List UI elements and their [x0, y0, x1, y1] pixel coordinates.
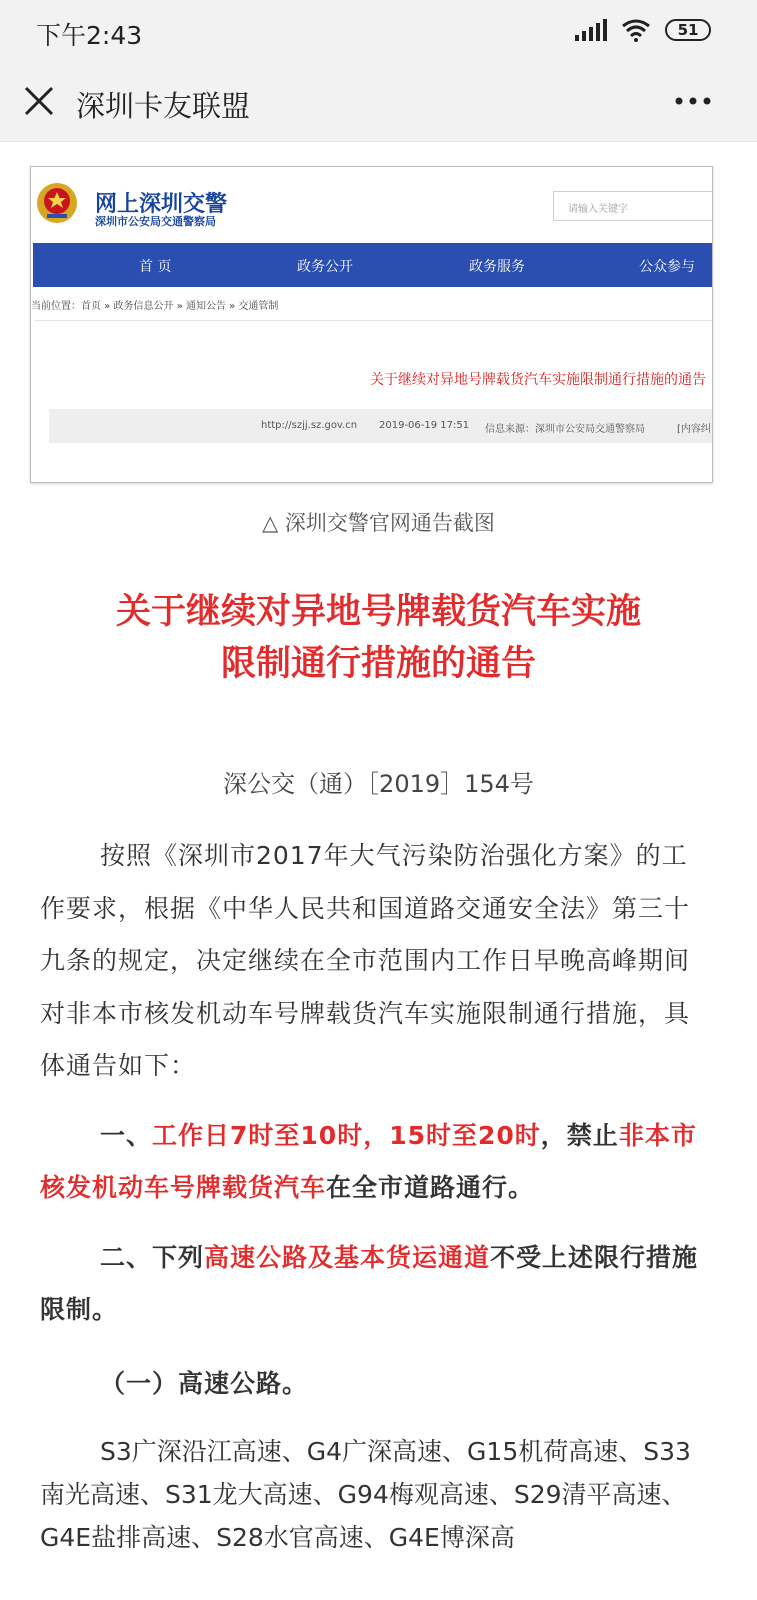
website-menu-item: 政务服务	[469, 259, 525, 275]
highway-list-text: S3广深沿江高速、G4广深高速、G15机荷高速、S33南光高速、S31龙大高速、G94梅观高速、S29清平高速、G4E盐排高速、S28水官高速、G4E博深高	[40, 1437, 691, 1552]
wifi-icon	[621, 18, 651, 42]
status-time: 下午2:43	[36, 21, 143, 50]
item-two-roads: 高速公路及基本货运通道	[204, 1243, 491, 1272]
website-menu-item: 首 页	[139, 259, 172, 275]
item-two-prefix: 二、下列	[100, 1243, 205, 1272]
website-content-label: [内容纠	[677, 424, 711, 435]
item-two-suffix: 不受上述限行措施限制。	[40, 1243, 699, 1324]
section-heading-text: （一）高速公路。	[100, 1369, 309, 1398]
item-one-mid: ，禁止	[540, 1121, 619, 1150]
website-url: http://szjj.sz.gov.cn	[261, 420, 358, 431]
close-icon[interactable]	[22, 84, 56, 118]
website-brand: 网上深圳交警	[95, 192, 228, 217]
article-title	[30, 586, 727, 690]
more-icon[interactable]	[673, 86, 713, 116]
item-one	[40, 1110, 702, 1214]
item-two	[40, 1232, 702, 1336]
divider	[35, 320, 713, 321]
website-datetime: 2019-06-19 17:51	[379, 420, 470, 431]
intro-text: 按照《深圳市2017年大气污染防治强化方案》的工作要求，根据《中华人民共和国道路交通安全法》第三十九条的规定，决定继续在全市范围内工作日早晚高峰期间对非本市核发机动车号牌载货汽车实施限制通行措施，具体通告如下：	[40, 841, 691, 1080]
article-title-line: 限制通行措施的通告	[220, 644, 536, 684]
signal-icon	[575, 19, 607, 41]
website-info-bar	[49, 409, 713, 443]
police-emblem-icon	[35, 181, 79, 225]
website-source: 信息来源：深圳市公安局交通警察局	[485, 424, 645, 435]
image-caption: △ 深圳交警官网通告截图	[262, 511, 495, 535]
website-breadcrumb: 当前位置：首页 » 政务信息公开 » 通知公告 » 交通管制	[31, 301, 279, 312]
article-title-line: 关于继续对异地号牌载货汽车实施	[115, 592, 641, 632]
section-heading	[40, 1358, 702, 1410]
website-search-input: 请输入关键字	[553, 191, 713, 221]
website-menu	[33, 243, 713, 287]
intro-paragraph	[40, 830, 702, 1093]
website-headline: 关于继续对异地号牌载货汽车实施限制通行措施的通告	[370, 372, 706, 388]
status-icons	[575, 18, 711, 42]
website-sub-brand: 深圳市公安局交通警察局	[95, 215, 216, 228]
website-menu-item: 政务公开	[297, 259, 353, 275]
item-one-suffix: 在全市道路通行。	[326, 1173, 535, 1202]
website-screenshot	[30, 166, 713, 483]
nav-title: 深圳卡友联盟	[76, 89, 251, 123]
website-menu-item: 公众参与	[639, 259, 695, 275]
status-bar	[0, 0, 757, 64]
nav-bar	[0, 64, 757, 142]
item-one-time: 工作日7时至10时，15时至20时	[152, 1121, 541, 1150]
item-one-target: 非本市核发机动车号牌载货汽车	[40, 1121, 697, 1202]
document-number: 深公交（通）［2019］154号	[223, 770, 534, 798]
highway-list	[40, 1430, 702, 1559]
item-one-prefix: 一、	[100, 1121, 153, 1150]
battery-icon: 51	[665, 19, 711, 41]
